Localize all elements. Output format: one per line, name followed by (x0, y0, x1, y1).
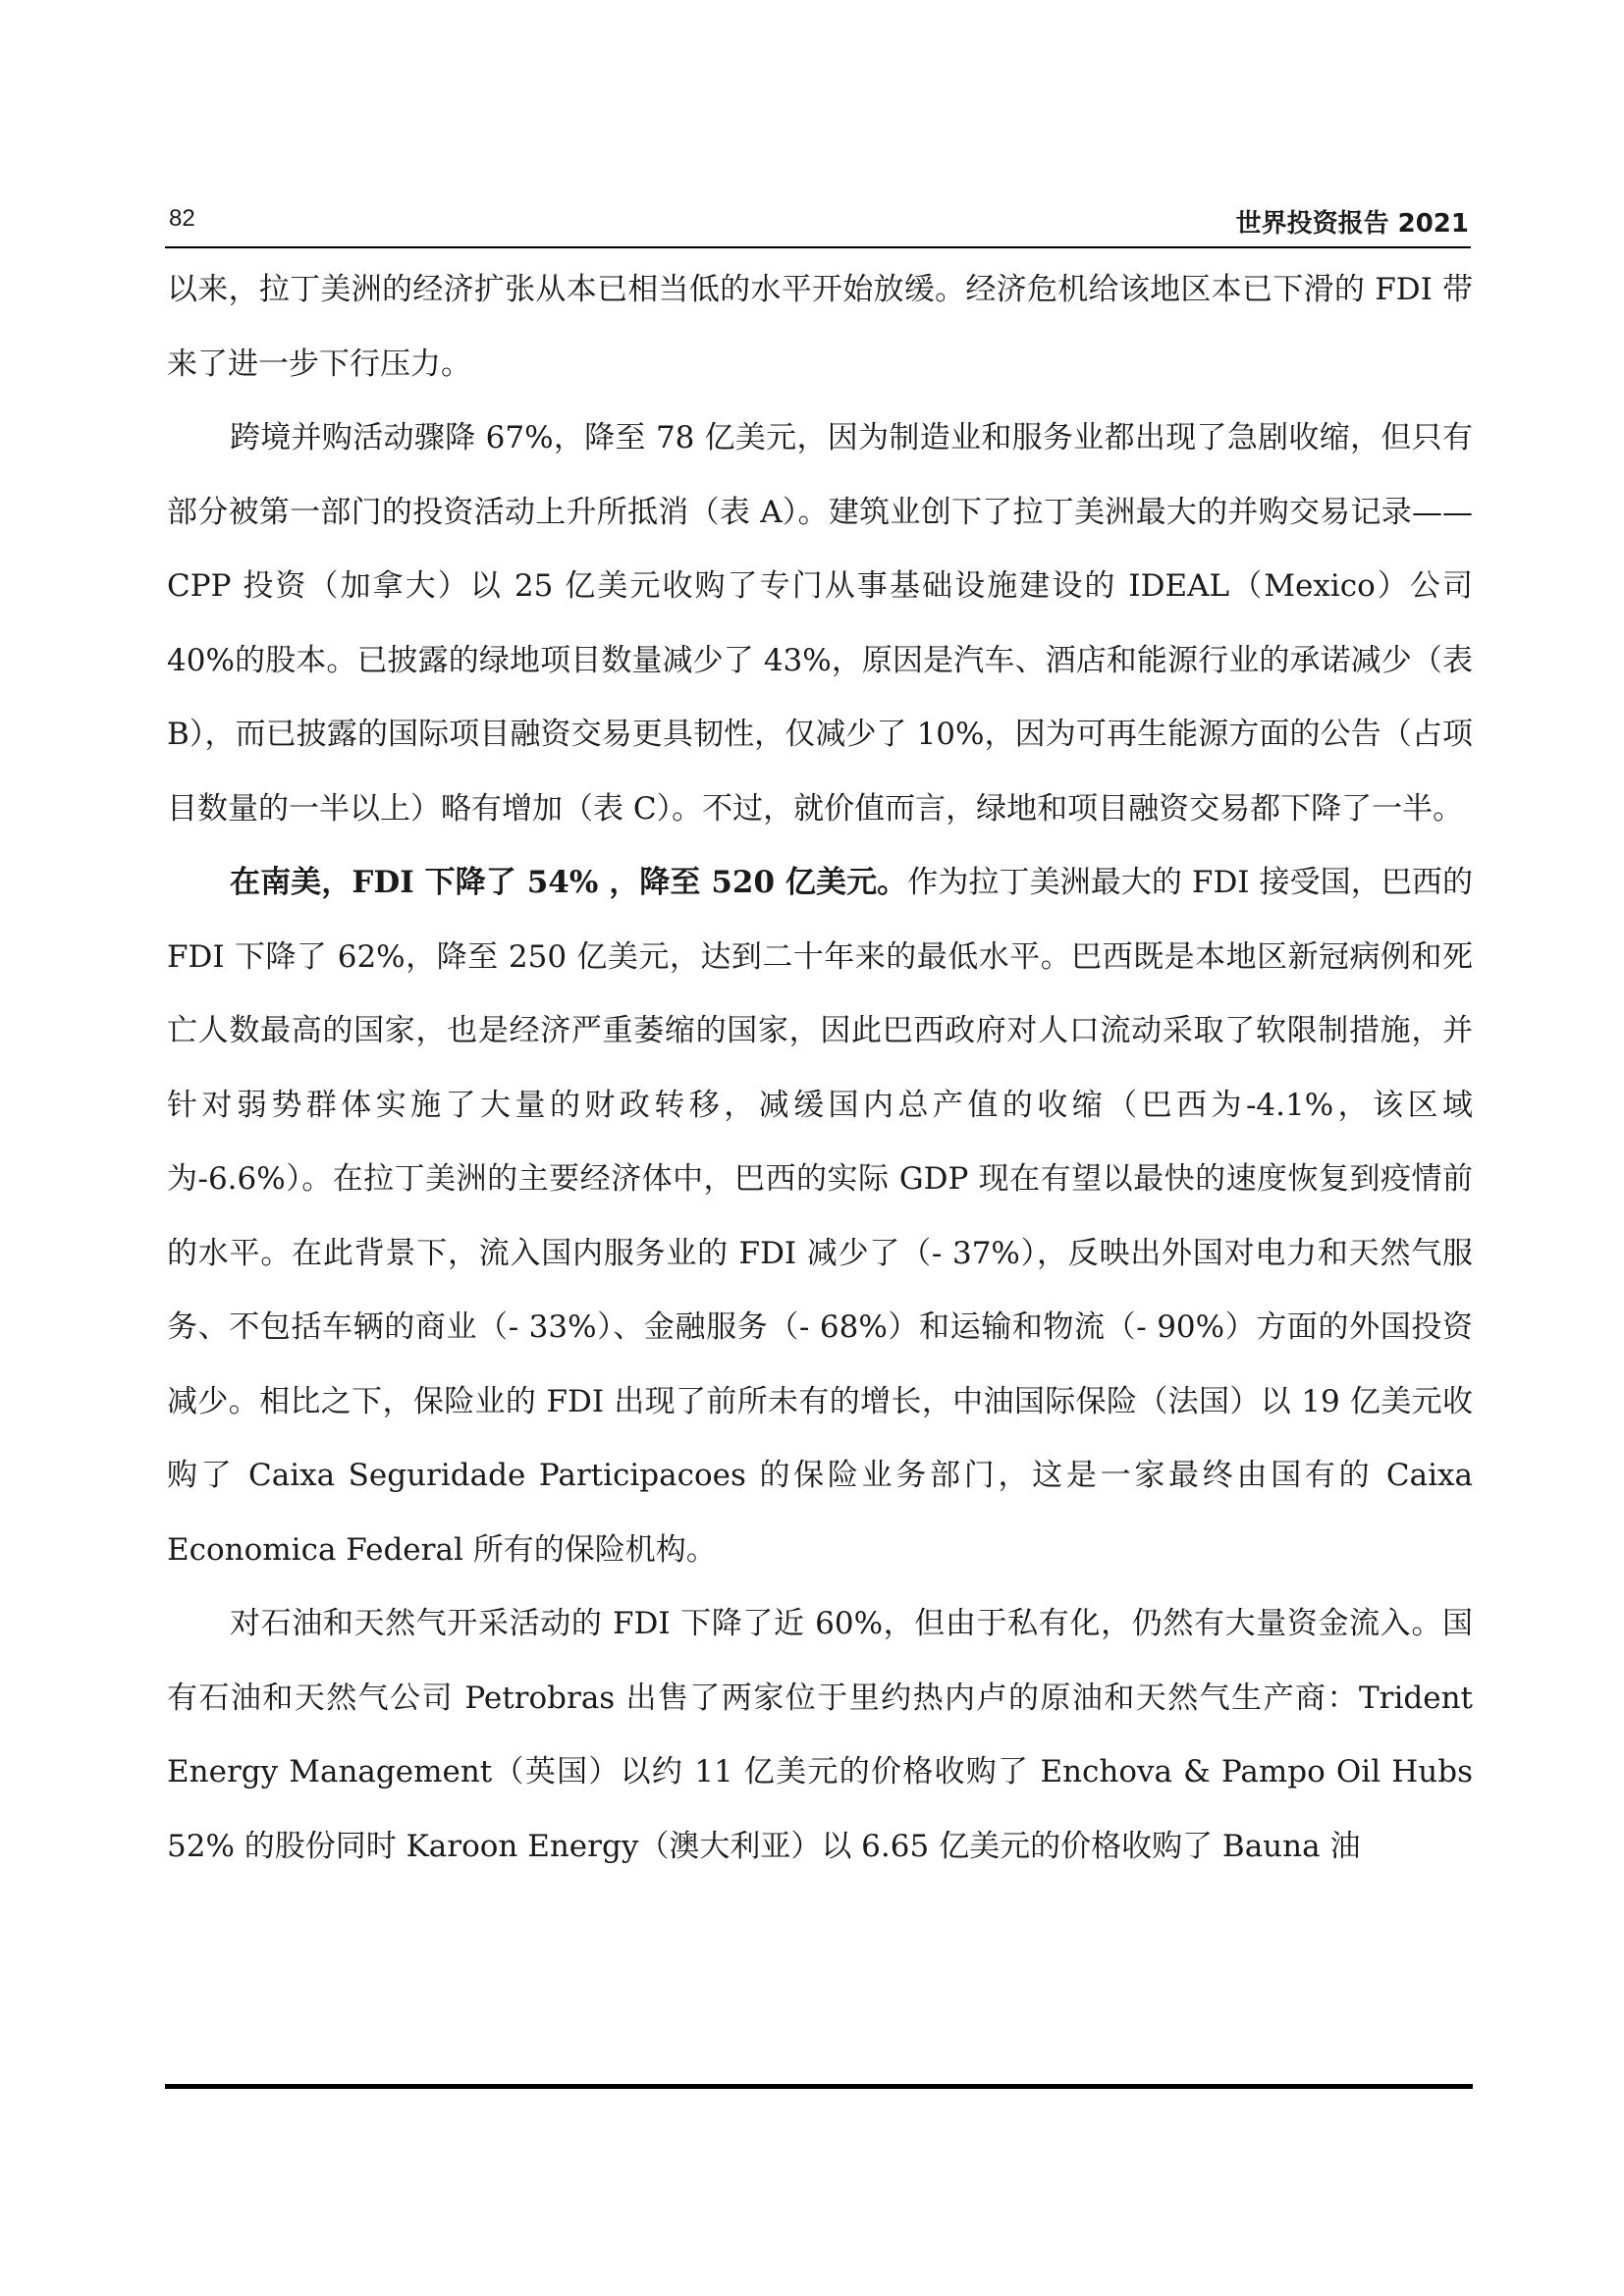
paragraph-3-rest: 作为拉丁美洲最大的 FDI 接受国，巴西的 FDI 下降了 62%，降至 250 亿美元，达到二十年来的最低水平。巴西既是本地区新冠病例和死亡人数最高的国家，也是经济严重萎缩的国家，因此巴西政府对人口流动采取了软限制措施，并针对弱势群体实施了大量的财政转移，减缓国内总产值的收缩（巴西为-4.1%，该区域为-6.6%）。在拉丁美洲的主要经济体中，巴西的实际 GDP 现在有望以最快的速度恢复到疫情前的水平。在此背景下，流入国内服务业的 FDI 减少了（- 37%），反映出外国对电力和天然气服务、不包括车辆的商业（- 33%）、金融服务（- 68%）和运输和物流（- 90%）方面的外国投资减少。相比之下，保险业的 FDI 出现了前所未有的增长，中油国际保险（法国）以 19 亿美元收购了 Caixa Seguridade Participacoes 的保险业务部门，这是一家最终由国有的 Caixa Economica Federal 所有的保险机构。 (167, 865, 1473, 1568)
paragraph-4: 对石油和天然气开采活动的 FDI 下降了近 60%，但由于私有化，仍然有大量资金流入。国有石油和天然气公司 Petrobras 出售了两家位于里约热内卢的原油和天然气生产商：Trident Energy Management（英国）以约 11 亿美元的价格收购了 Enchova & Pampo Oil Hubs 52% 的股份同时 Karoon Energy（澳大利亚）以 6.65 亿美元的价格收购了 Bauna 油 (167, 1606, 1473, 1864)
paragraph-3-lead: 在南美，FDI 下降了 54% ，降至 520 亿美元。 (230, 865, 908, 900)
paragraph-1: 以来，拉丁美洲的经济扩张从本已相当低的水平开始放缓。经济危机给该地区本已下滑的 FDI 带来了进一步下行压力。 (167, 272, 1473, 382)
paragraph-2: 跨境并购活动骤降 67%，降至 78 亿美元，因为制造业和服务业都出现了急剧收缩，但只有部分被第一部门的投资活动上升所抵消（表 A）。建筑业创下了拉丁美洲最大的并购交易记录——CPP 投资（加拿大）以 25 亿美元收购了专门从事基础设施建设的 IDEAL（Mexico）公司 40%的股本。已披露的绿地项目数量减少了 43%，原因是汽车、酒店和能源行业的承诺减少（表 B），而已披露的国际项目融资交易更具韧性，仅减少了 10%，因为可再生能源方面的公告（占项目数量的一半以上）略有增加（表 C）。不过，就价值而言，绿地和项目融资交易都下降了一半。 (167, 420, 1473, 827)
page-header (165, 201, 1471, 248)
paragraph-3 (167, 846, 1473, 1587)
page-number: 82 (169, 205, 195, 232)
footer-rule (165, 2084, 1473, 2089)
running-title: 世界投资报告 2021 (1235, 209, 1469, 239)
body-text (167, 253, 1473, 1884)
